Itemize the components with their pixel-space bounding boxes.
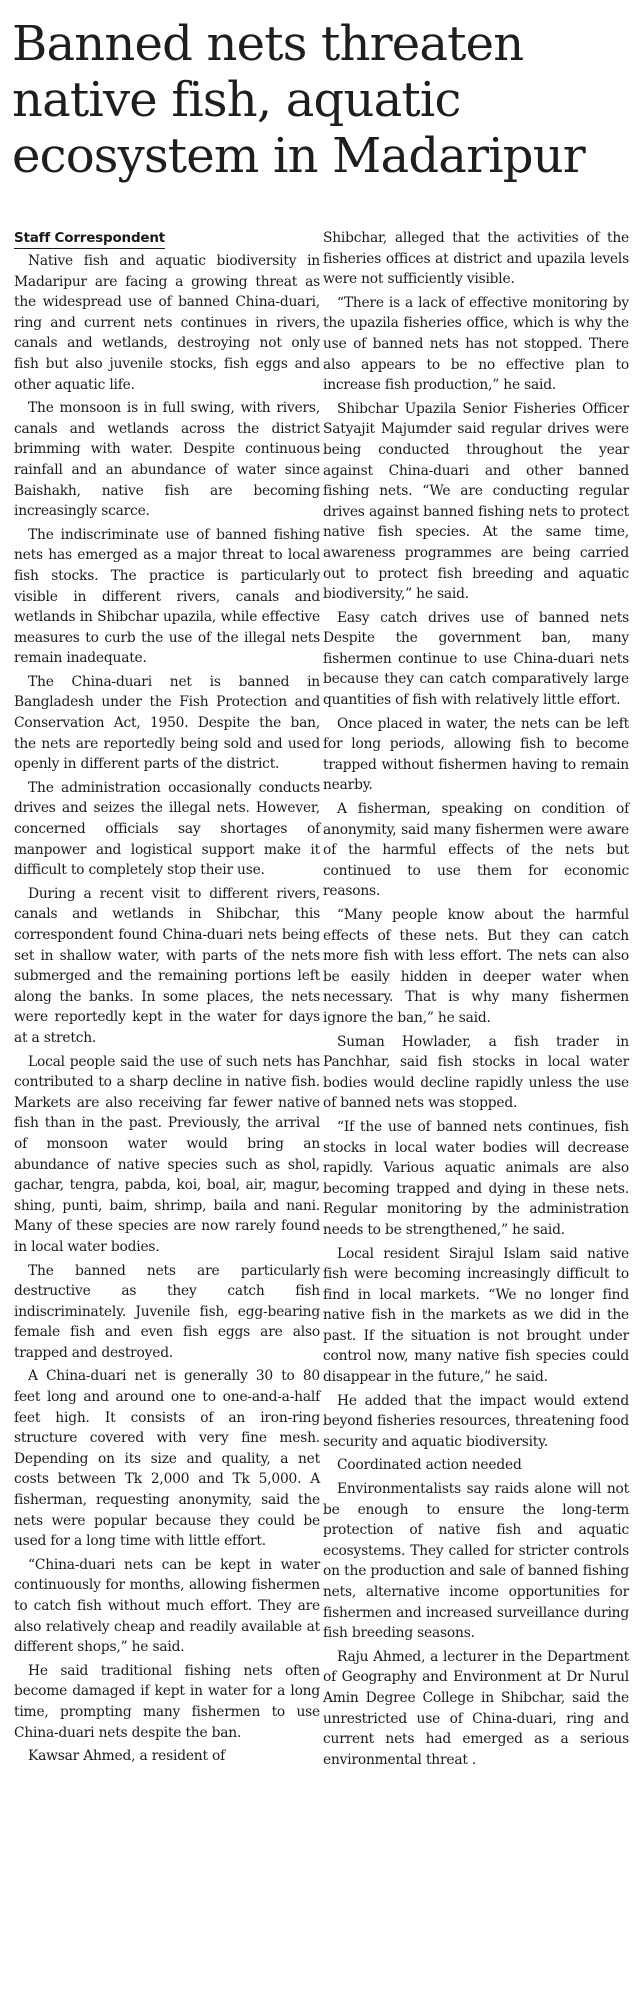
paragraph: During a recent visit to different rivers, canals and wetlands in Shibchar, this correspondent found China-duari nets being set in shallow water, with parts of the nets submerged and the remaining portions left along the banks. In some places, the nets were reportedly kept in the water for days at a stretch. — [14, 885, 320, 1046]
paragraph: Once placed in water, the nets can be left for long periods, allowing fish to become trapped without fishermen having to remain nearby. — [323, 715, 629, 794]
paragraph: “China-duari nets can be kept in water continuously for months, allowing fishermen to catch fish without much effort. They are also relatively cheap and readily available at different shops,” he said. — [14, 1556, 320, 1656]
byline: Staff Correspondent — [14, 229, 165, 249]
paragraph: A China-duari net is generally 30 to 80 feet long and around one to one-and-a-half feet high. It consists of an iron-ring structure covered with very fine mesh. Depending on its size and quality, a net costs between Tk 2,000 and Tk 5,000. A fisherman, requesting anonymity, said the nets were popular because they could be used for a long time with little effort. — [14, 1368, 320, 1550]
paragraph: A fisherman, speaking on condition of anonymity, said many fishermen were aware of the harmful effects of the nets but continued to use them for economic reasons. — [323, 801, 629, 900]
paragraph: Shibchar Upazila Senior Fisheries Officer Satyajit Majumder said regular drives were being conducted throughout the year against China-duari and other banned fishing nets. “We are conducting regular drives against banned fishing nets to protect native fish species. At the same time, awareness programmes are being carried out to protect fish breeding and aquatic biodiversity,” he said. — [323, 400, 629, 603]
paragraph: The banned nets are particularly destructive as they catch fish indiscriminately. Juvenile fish, egg-bearing female fish and even fish eggs are also trapped and destroyed. — [14, 1262, 320, 1361]
paragraph: Suman Howlader, a fish trader in Panchhar, said fish stocks in local water bodies would decline rapidly unless the use of banned nets was stopped. — [323, 1033, 629, 1112]
paragraph: Local resident Sirajul Islam said native fish were becoming increasingly difficult to find in local markets. “We no longer find native fish in the markets as we did in the past. If the situation is not brought under control now, many native fish species could disappear in the future,” he said. — [323, 1245, 629, 1386]
paragraph-continued: Shibchar, alleged that the activities of the fisheries offices at district and upazila levels were not sufficiently visible. — [323, 230, 629, 288]
paragraph: Easy catch drives use of banned nets Despite the government ban, many fishermen continue to use China-duari nets because they can catch comparatively large quantities of fish with relatively little effort. — [323, 609, 629, 709]
paragraph: “There is a lack of effective monitoring by the upazila fisheries office, which is why the use of banned nets has not stopped. There also appears to be no effective plan to increase fish production,” he said. — [323, 294, 629, 394]
paragraph: The China-duari net is banned in Bangladesh under the Fish Protection and Conservation Act, 1950. Despite the ban, the nets are reportedly being sold and used openly in different parts of the district. — [14, 673, 320, 773]
article-column-right — [323, 228, 629, 1773]
paragraph: Raju Ahmed, a lecturer in the Department of Geography and Environment at Dr Nurul Amin Degree College in Shibchar, said the unrestricted use of China-duari, ring and current nets had emerged as a serious environmental threat . — [323, 1648, 629, 1768]
paragraph: “If the use of banned nets continues, fish stocks in local water bodies will decrease rapidly. Various aquatic animals are also becoming trapped and dying in these nets. Regular monitoring by the administration needs to be strengthened,” he said. — [323, 1118, 629, 1238]
paragraph: “Many people know about the harmful effects of these nets. But they can catch more fish with less effort. The nets can also be easily hidden in deeper water when necessary. That is why many fishermen ignore the ban,” he said. — [323, 907, 629, 1026]
subhead: Coordinated action needed — [337, 1457, 522, 1474]
paragraph: The monsoon is in full swing, with rivers, canals and wetlands across the district brimming with water. Despite continuous rainfall and an abundance of water since Baishakh, native fish are becoming increasingly scarce. — [14, 400, 320, 520]
paragraph: The administration occasionally conducts drives and seizes the illegal nets. However, concerned officials say shortages of manpower and logistical support make it difficult to completely stop their use. — [14, 779, 320, 879]
paragraph: The indiscriminate use of banned fishing nets has emerged as a major threat to local fish stocks. The practice is particularly visible in different rivers, canals and wetlands in Shibchar upazila, while effective measures to curb the use of the illegal nets remain inadequate. — [14, 526, 320, 667]
headline: Banned nets threaten native fish, aquatic ecosystem in Madaripur — [12, 16, 585, 184]
paragraph: Native fish and aquatic biodiversity in Madaripur are facing a growing threat as the widespread use of banned China-duari, ring and current nets continues in rivers, canals and wetlands, destroying not only fish but also juvenile stocks, fish eggs and other aquatic life. — [14, 253, 320, 393]
article-column-left — [14, 228, 320, 1770]
paragraph: He said traditional fishing nets often become damaged if kept in water for a long time, prompting many fishermen to use China-duari nets despite the ban. — [14, 1662, 320, 1741]
paragraph: He added that the impact would extend beyond fisheries resources, threatening food security and aquatic biodiversity. — [323, 1392, 629, 1450]
paragraph: Local people said the use of such nets has contributed to a sharp decline in native fish. Markets are also receiving far fewer native fish than in the past. Previously, the arrival of monsoon water would bring an abundance of native species such as shol, gachar, tengra, pabda, koi, boal, air, magur, shing, punti, baim, shrimp, baila and nani. Many of these species are now rarely found in local water bodies. — [14, 1053, 320, 1255]
paragraph: Environmentalists say raids alone will not be enough to ensure the long-term protection of native fish and aquatic ecosystems. They called for stricter controls on the production and sale of banned fishing nets, alternative income opportunities for fishermen and increased surveillance during fish breeding seasons. — [323, 1481, 629, 1642]
paragraph: Kawsar Ahmed, a resident of — [28, 1748, 226, 1765]
